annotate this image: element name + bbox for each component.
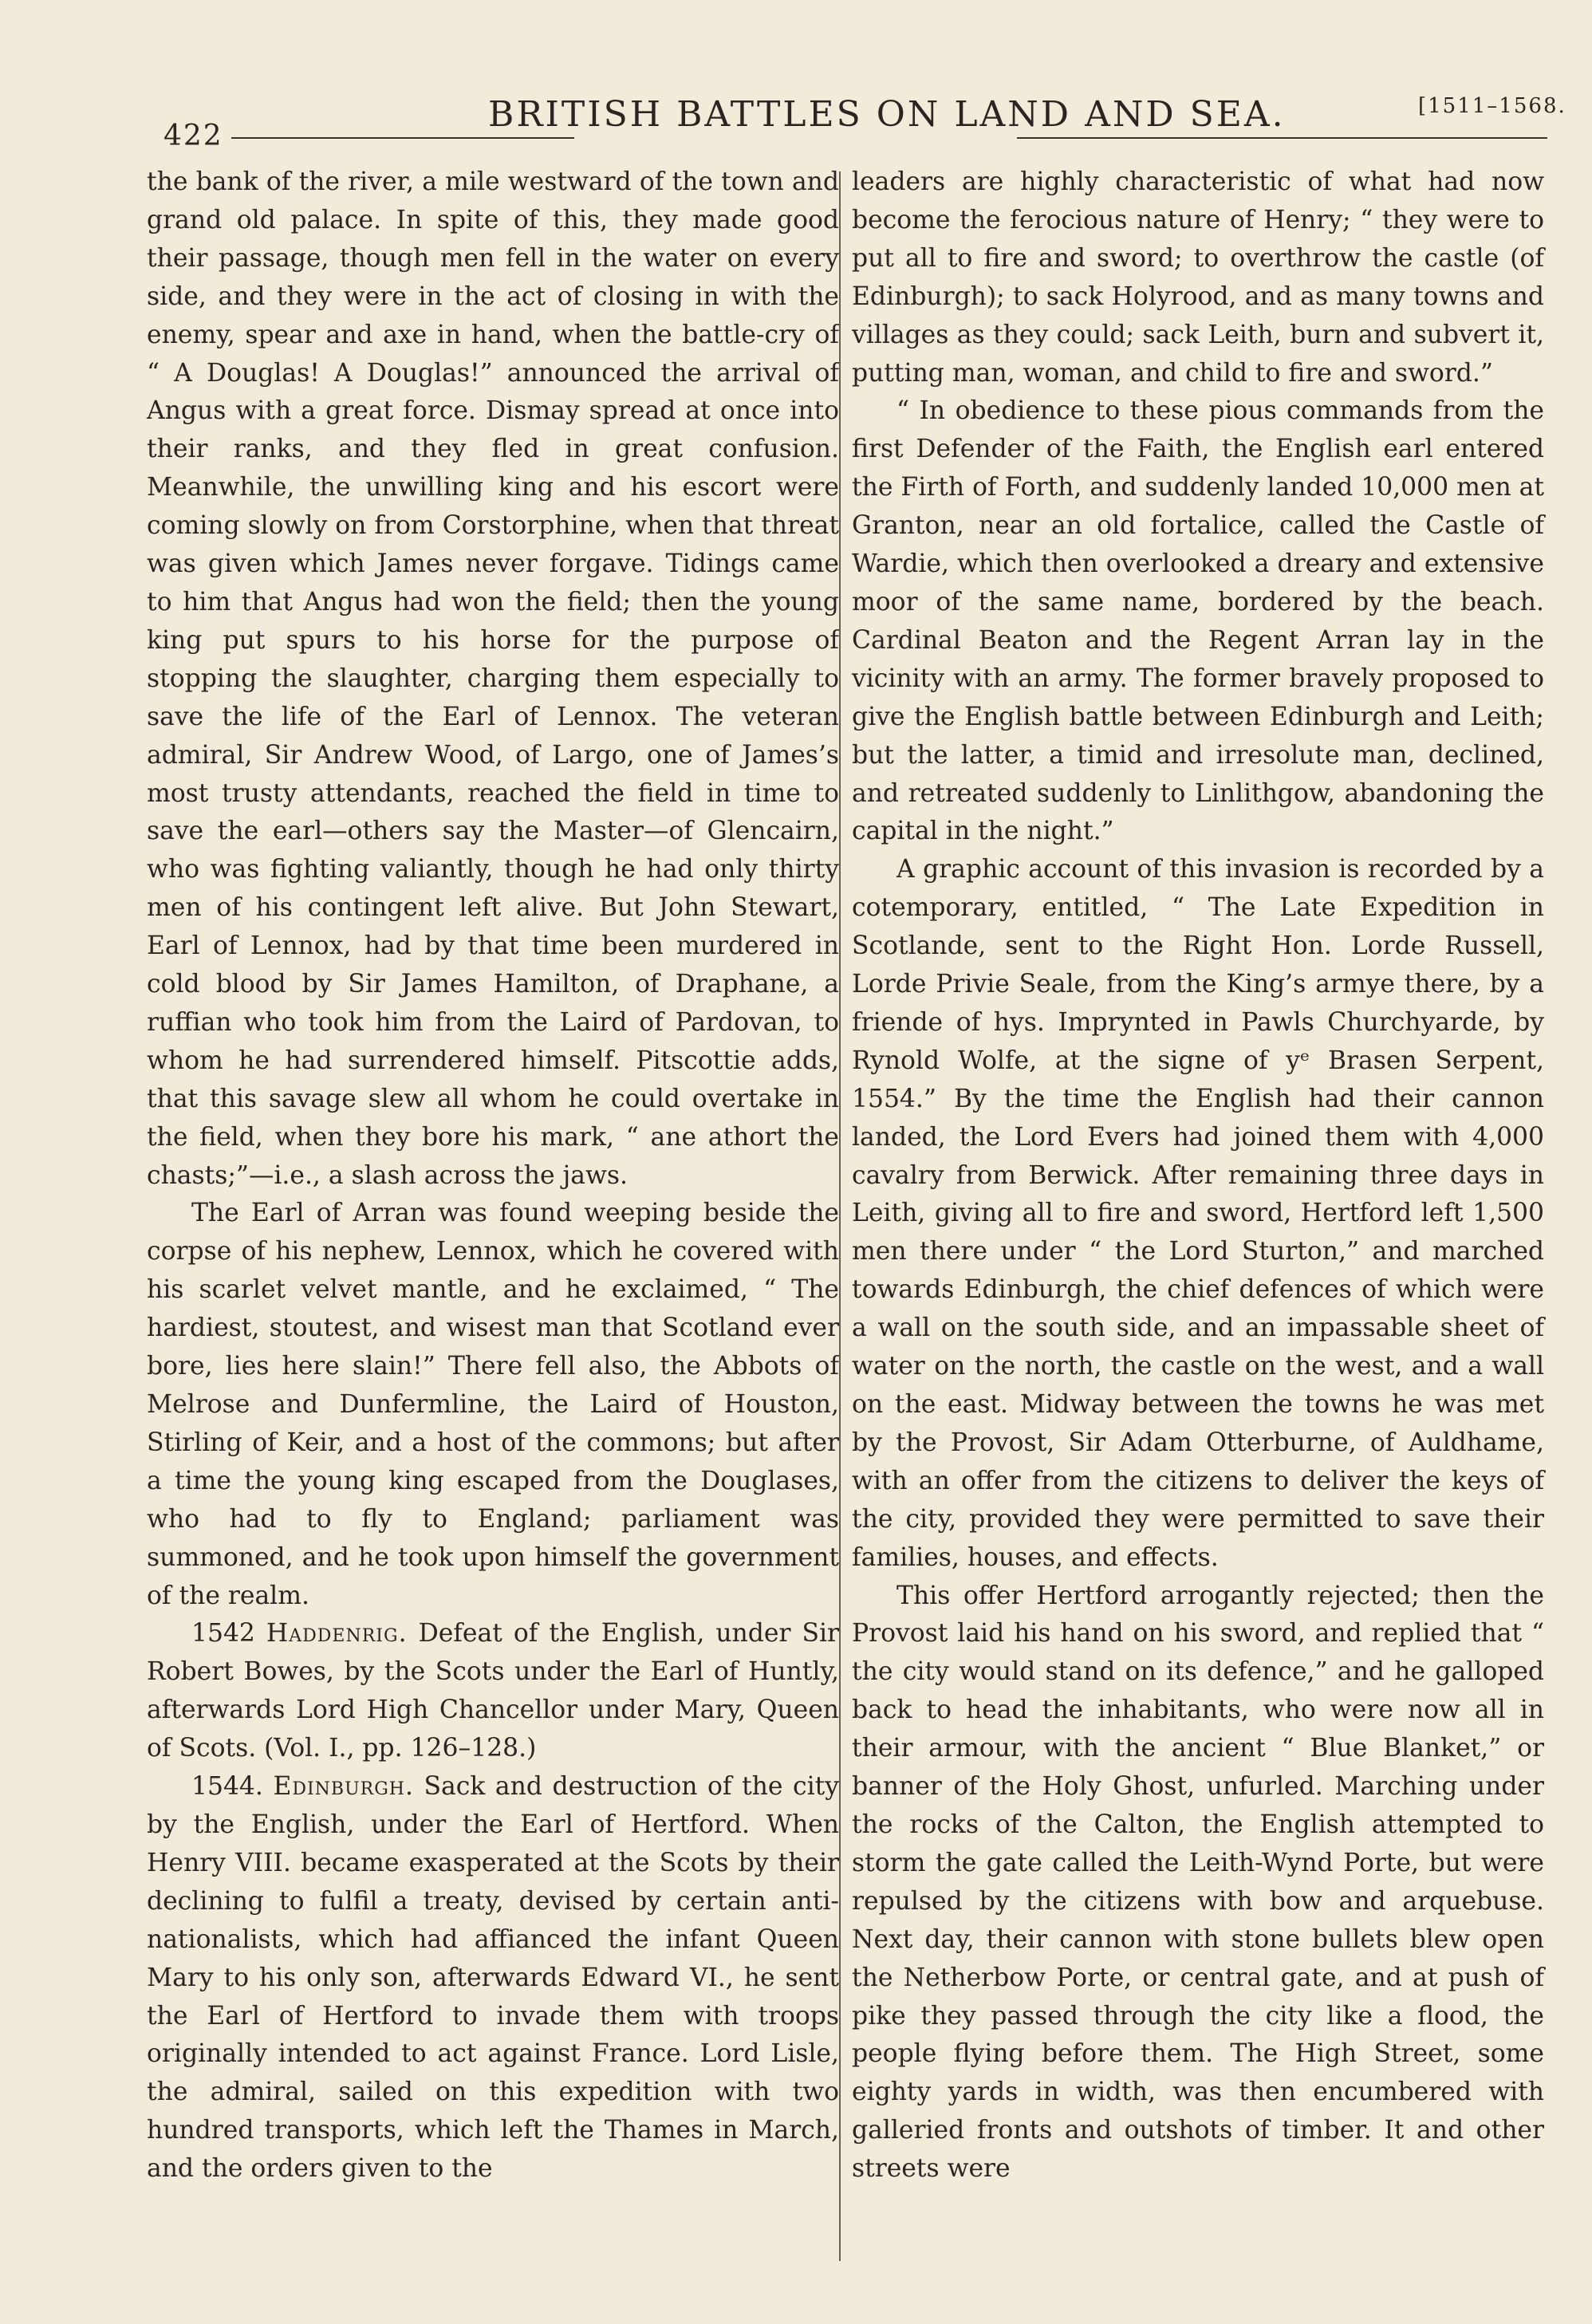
paragraph: “ In obedience to these pious commands from the first Defender of the Faith, the English earl entered the Firth of Forth, and suddenly landed 10,000 men at Granton, near an old fortalice, called the Castle of Wardie, which then overlooked a dreary and extensive moor of the same name, bordered by the beach. Cardinal Beaton and the Regent Arran lay in the vicinity with an army. The former bravely proposed to give the English battle between Edinburgh and Leith; but the latter, a timid and irresolute man, declined, and retreated suddenly to Linlithgow, abandoning the capital in the night.” bbox=[852, 396, 1544, 846]
paragraph: The Earl of Arran was found weeping beside the corpse of his nephew, Lennox, which he covered with his scarlet velvet mantle, and he exclaimed, “ The hardiest, stoutest, and wisest man that Scotland ever bore, lies here slain!” There fell also, the Abbots of Melrose and Dunfermline, the Laird of Houston, Stirling of Keir, and a host of the commons; but after a time the young king escaped from the Douglases, who had to fly to England; parliament was summoned, and he took upon himself the government of the realm. bbox=[147, 1199, 839, 1610]
right-column bbox=[852, 163, 1544, 2188]
entry-heading: Edinburgh. bbox=[273, 1772, 414, 1802]
entry-text: Sack and destruction of the city by the English, under the Earl of Hertford. When Henry VIII. became exasperated at the Scots by their declining to fulfil a treaty, devised by certain anti-nationalists, which had affianced the infant Queen Mary to his only son, afterwards Edward VI., he sent the Earl of Hertford to invade them with troops originally intended to act against France. Lord Lisle, the admiral, sailed on this expedition with two hundred transports, which left the Thames in March, and the orders given to the bbox=[147, 1772, 839, 2184]
paragraph: leaders are highly characteristic of what had now become the ferocious nature of Henry; “ they were to put all to fire and sword; to overthrow the castle (of Edinburgh); to sack Holyrood, and as many towns and villages as they could; sack Leith, burn and subvert it, putting man, woman, and child to fire and sword.” bbox=[852, 167, 1544, 388]
date-range: [1511–1568. bbox=[1418, 94, 1566, 118]
paragraph: A graphic account of this invasion is recorded by a cotemporary, entitled, “ The Late Expedition in Scotlande, sent to the Right Hon. Lorde Russell, Lorde Privie Seale, from the King’s armye there, by a friende of hys. Imprynted in Pawls Churchyarde, by Rynold Wolfe, at the signe of yᵉ Brasen Serpent, 1554.” By the time the English had their cannon landed, the Lord Evers had joined them with 4,000 cavalry from Berwick. After remaining three days in Leith, giving all to fire and sword, Hertford left 1,500 men there under “ the Lord Sturton,” and marched towards Edinburgh, the chief defences of which were a wall on the south side, and an impassable sheet of water on the north, the castle on the west, and a wall on the east. Midway between the towns he was met by the Provost, Sir Adam Otterburne, of Auldhame, with an offer from the citizens to deliver the keys of the city, provided they were permitted to save their families, houses, and effects. bbox=[852, 855, 1544, 1572]
page-header bbox=[0, 0, 1592, 183]
page-number: 422 bbox=[164, 120, 223, 152]
entry-year: 1544. bbox=[191, 1772, 263, 1802]
header-rule-left bbox=[231, 137, 574, 139]
running-title: BRITISH BATTLES ON LAND AND SEA. bbox=[488, 94, 1286, 135]
entry-heading: Haddenrig. bbox=[266, 1619, 408, 1648]
paragraph: This offer Hertford arrogantly rejected; then the Provost laid his hand on his sword, and replied that “ the city would stand on its defence,” and he galloped back to head the inhabitants, who were now all in their armour, with the ancient “ Blue Blanket,” or banner of the Holy Ghost, unfurled. Marching under the rocks of the Calton, the English attempted to storm the gate called the Leith-Wynd Porte, but were repulsed by the citizens with bow and arquebuse. Next day, their cannon with stone bullets blew open the Netherbow Porte, or central gate, and at push of pike they passed through the city like a flood, the people flying before them. The High Street, some eighty yards in width, was then encumbered with galleried fronts and outshots of timber. It and other streets were bbox=[852, 1581, 1544, 2184]
entry-text: Defeat of the English, under Sir Robert Bowes, by the Scots under the Earl of Huntly, afterwards Lord High Chancellor under Mary, Queen of Scots. (Vol. I., pp. 126–128.) bbox=[147, 1619, 839, 1763]
entry-paragraph bbox=[147, 1615, 839, 1768]
entry-paragraph bbox=[147, 1768, 839, 2188]
column-divider bbox=[839, 171, 841, 2261]
left-column bbox=[147, 163, 839, 2188]
header-rule-right bbox=[1017, 137, 1547, 139]
paragraph: the bank of the river, a mile westward of the town and grand old palace. In spite of this, they made good their passage, though men fell in the water on every side, and they were in the act of closing in with the enemy, spear and axe in hand, when the battle-cry of “ A Douglas! A Douglas!” announced the arrival of Angus with a great force. Dismay spread at once into their ranks, and they fled in great confusion. Meanwhile, the unwilling king and his escort were coming slowly on from Corstorphine, when that threat was given which James never forgave. Tidings came to him that Angus had won the field; then the young king put spurs to his horse for the purpose of stopping the slaughter, charging them especially to save the life of the Earl of Lennox. The veteran admiral, Sir Andrew Wood, of Largo, one of James’s most trusty attendants, reached the field in time to save the earl—others say the Master—of Glencairn, who was fighting valiantly, though he had only thirty men of his contingent left alive. But John Stewart, Earl of Lennox, had by that time been murdered in cold blood by Sir James Hamilton, of Draphane, a ruffian who took him from the Laird of Pardovan, to whom he had surrendered himself. Pitscottie adds, that this savage slew all whom he could overtake in the field, when they bore his mark, “ ane athort the chasts;”—i.e., a slash across the jaws. bbox=[147, 167, 839, 1190]
entry-year: 1542 bbox=[191, 1619, 255, 1648]
